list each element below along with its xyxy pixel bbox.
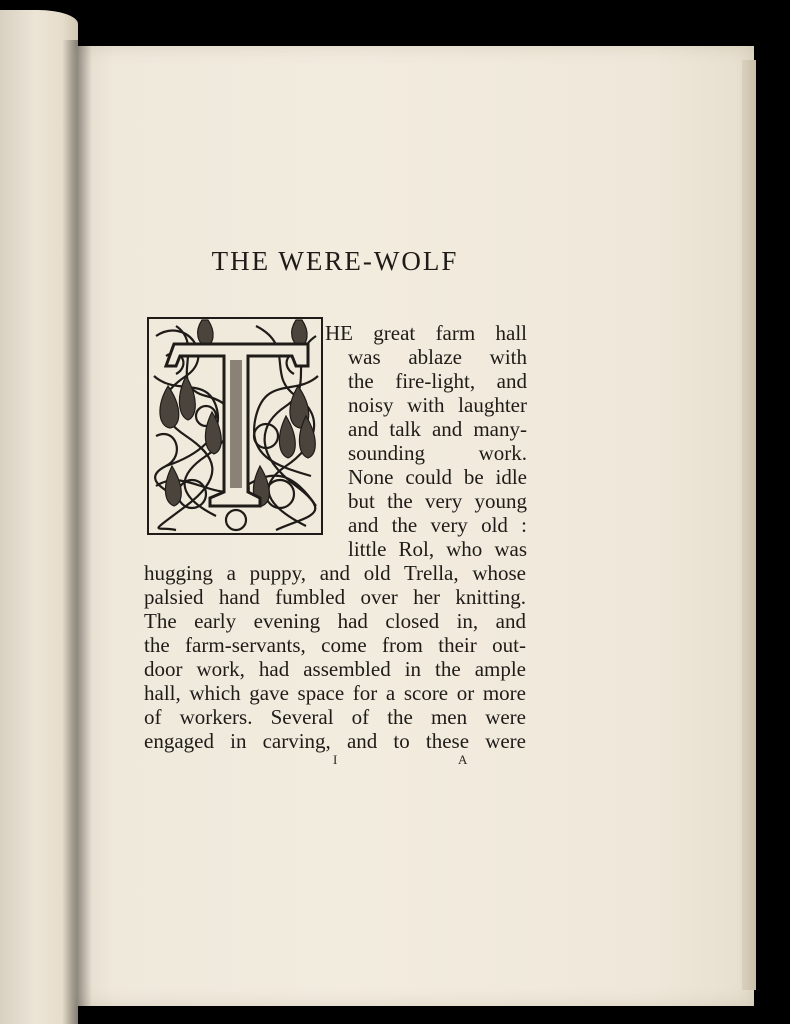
text-line: but the very young	[348, 489, 527, 513]
decorated-initial	[146, 316, 324, 536]
text-line: of workers. Several of the men were	[144, 705, 526, 729]
text-line: little Rol, who was	[348, 537, 527, 561]
page-edge	[742, 60, 756, 990]
text-line: The early evening had closed in, and	[144, 609, 526, 633]
text-line: engaged in carving, and to these were	[144, 729, 526, 753]
chapter-title: THE WERE-WOLF	[211, 246, 459, 276]
text-line: hall, which gave space for a score or more	[144, 681, 526, 705]
text-line: None could be idle	[348, 465, 527, 489]
page-number: I	[333, 752, 339, 767]
text-line: palsied hand fumbled over her knitting.	[144, 585, 526, 609]
text-line: the fire-light, and	[348, 369, 527, 393]
text-line: HE great farm hall	[325, 321, 527, 345]
text-line: sounding work.	[348, 441, 527, 465]
text-line: was ablaze with	[348, 345, 527, 369]
text-line: and the very old :	[348, 513, 527, 537]
text-line: door work, had assembled in the ample	[144, 657, 526, 681]
signature-mark: A	[458, 752, 469, 767]
text-line: the farm-servants, come from their out-	[144, 633, 526, 657]
text-line: noisy with laughter	[348, 393, 527, 417]
text-line: hugging a puppy, and old Trella, whose	[144, 561, 526, 585]
spine-shadow	[62, 40, 92, 1024]
text-line: and talk and many-	[348, 417, 527, 441]
